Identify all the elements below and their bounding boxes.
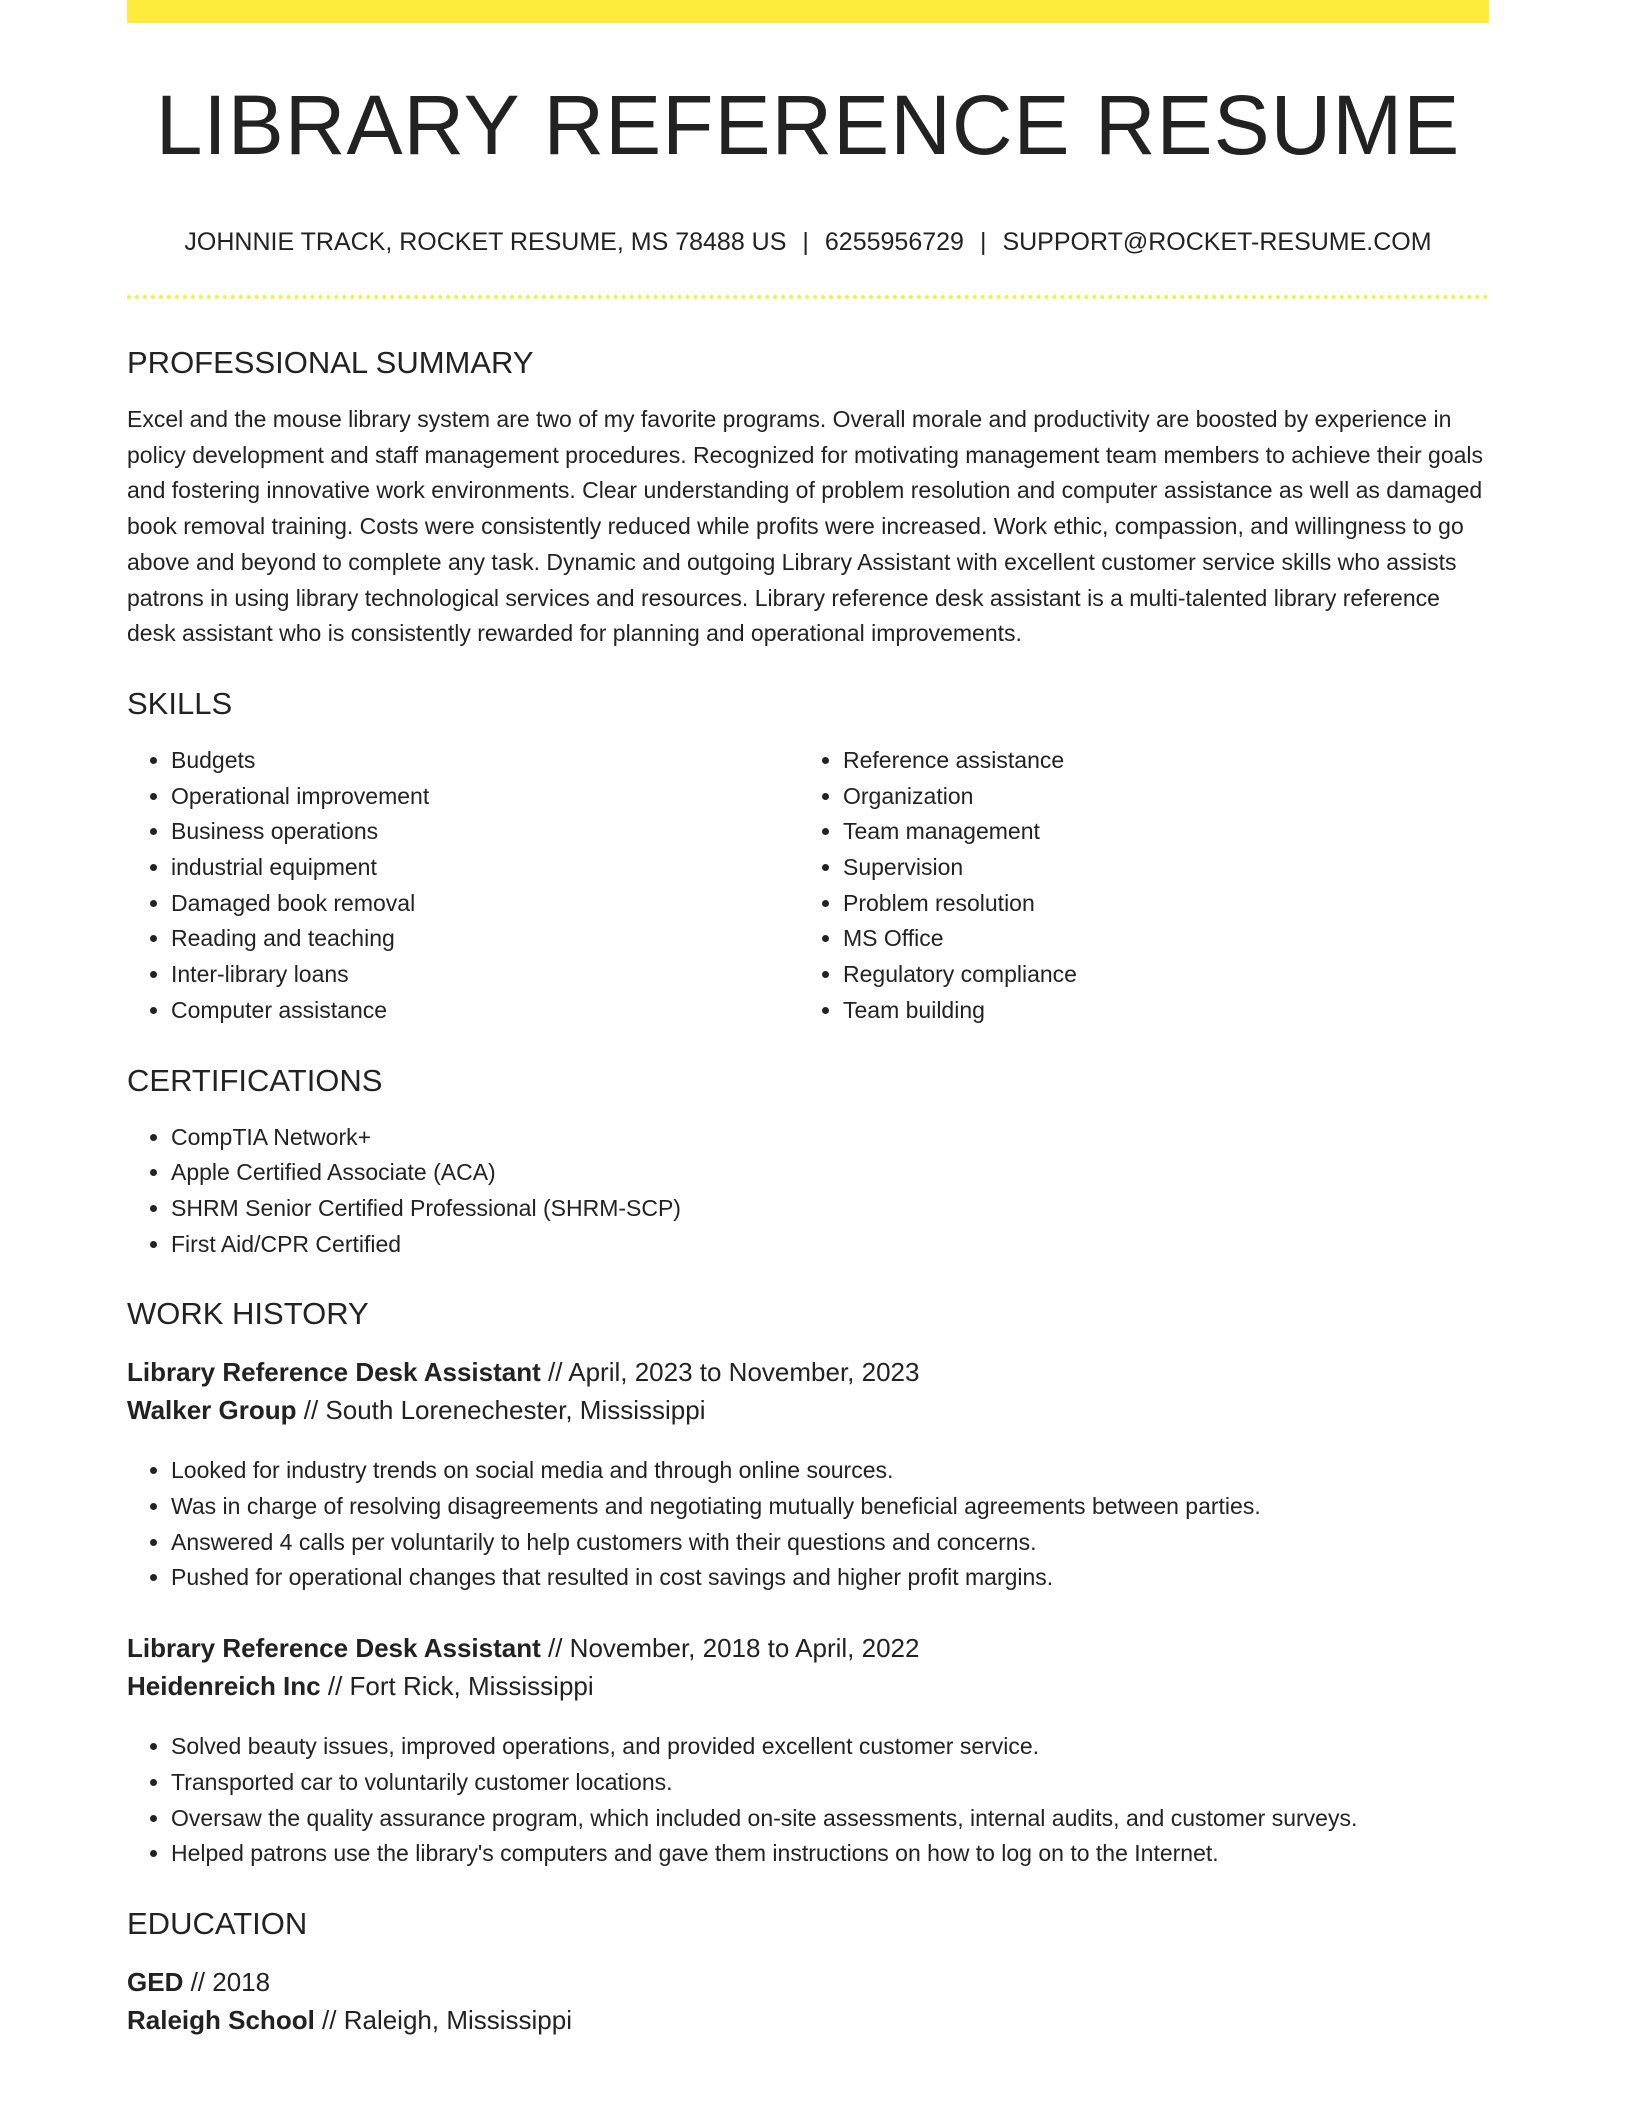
job-duty-item: • Answered 4 calls per voluntarily to help customers with their questions and concerns. xyxy=(171,1525,1489,1561)
job-entry xyxy=(127,1353,1489,1596)
skill-item: • Regulatory compliance xyxy=(843,957,1471,993)
skills-column-left xyxy=(127,743,799,1029)
contact-separator: | xyxy=(802,228,809,256)
contact-separator: | xyxy=(979,228,987,256)
job-title-line xyxy=(127,1353,1489,1391)
skill-item: • Problem resolution xyxy=(843,886,1471,922)
contact-line xyxy=(127,230,1489,255)
resume-title: LIBRARY REFERENCE RESUME xyxy=(155,78,1461,172)
contact-address: JOHNNIE TRACK, ROCKET RESUME, MS 78488 US xyxy=(184,228,787,256)
job-company: Heidenreich Inc xyxy=(127,1671,321,1702)
job-dates: // April, 2023 to November, 2023 xyxy=(540,1357,920,1388)
certification-item: • Apple Certified Associate (ACA) xyxy=(171,1155,1489,1191)
skill-item: • Operational improvement xyxy=(171,779,799,815)
education-entry xyxy=(127,1963,1489,2039)
education-heading: EDUCATION xyxy=(127,1905,308,1941)
job-duty-item: • Looked for industry trends on social media and through online sources. xyxy=(171,1453,1489,1489)
job-duty-item: • Transported car to voluntarily customer locations. xyxy=(171,1765,1489,1801)
skill-item: • Computer assistance xyxy=(171,993,799,1029)
education-school-line xyxy=(127,2001,1489,2039)
skill-item: • Supervision xyxy=(843,850,1471,886)
skills-heading: SKILLS xyxy=(127,685,233,721)
certifications-heading: CERTIFICATIONS xyxy=(127,1062,383,1098)
job-company: Walker Group xyxy=(127,1395,297,1426)
job-title: Library Reference Desk Assistant xyxy=(127,1633,541,1664)
job-duty-item: • Solved beauty issues, improved operations, and provided excellent customer service. xyxy=(171,1729,1489,1765)
job-duty-item: • Helped patrons use the library's computers and gave them instructions on how to log on to the Internet. xyxy=(171,1836,1489,1872)
skill-item: • Reading and teaching xyxy=(171,921,799,957)
education-degree-line xyxy=(127,1963,1489,2001)
skill-item: • Inter-library loans xyxy=(171,957,799,993)
education-year: // 2018 xyxy=(183,1966,271,1997)
education-degree: GED xyxy=(127,1966,184,1997)
job-title-line xyxy=(127,1629,1489,1667)
job-location: // South Lorenechester, Mississippi xyxy=(296,1395,706,1426)
contact-phone: 6255956729 xyxy=(824,228,964,256)
certification-item: • SHRM Senior Certified Professional (SHRM-SCP) xyxy=(171,1191,1489,1227)
top-accent-bar xyxy=(127,0,1489,23)
summary-text: Excel and the mouse library system are two of my favorite programs. Overall morale and productivity are boosted by experience in policy development and staff management procedures. Recognized for motivating management team members to achieve their goals and fostering innovative work environments. Clear understanding of problem resolution and computer assistance as well as damaged book removal training. Costs were consistently reduced while profits were increased. Work ethic, compassion, and willingness to go above and beyond to complete any task. Dynamic and outgoing Library Assistant with excellent customer service skills who assists patrons in using library technological services and resources. Library reference desk assistant is a multi-talented library reference desk assistant who is consistently rewarded for planning and operational improvements. xyxy=(127,406,1484,647)
skill-item: • Reference assistance xyxy=(843,743,1471,779)
job-duty-item: • Was in charge of resolving disagreements and negotiating mutually beneficial agreements between parties. xyxy=(171,1489,1489,1525)
certification-item: • CompTIA Network+ xyxy=(171,1120,1489,1156)
education-school: Raleigh School xyxy=(127,2004,315,2035)
header-divider xyxy=(127,295,1489,299)
education-location: // Raleigh, Mississippi xyxy=(314,2004,573,2035)
contact-email: SUPPORT@ROCKET-RESUME.COM xyxy=(1002,228,1432,256)
job-title: Library Reference Desk Assistant xyxy=(127,1357,541,1388)
resume-page xyxy=(127,0,1489,2039)
job-duties-list xyxy=(127,1453,1489,1596)
skill-item: • Business operations xyxy=(171,814,799,850)
skill-item: • Budgets xyxy=(171,743,799,779)
job-duty-item: • Oversaw the quality assurance program, which included on-site assessments, internal audits, and customer surveys. xyxy=(171,1801,1489,1837)
job-company-line xyxy=(127,1667,1489,1705)
summary-heading: PROFESSIONAL SUMMARY xyxy=(127,345,534,380)
job-dates: // November, 2018 to April, 2022 xyxy=(540,1633,920,1664)
job-entry xyxy=(127,1629,1489,1872)
job-duty-item: • Pushed for operational changes that resulted in cost savings and higher profit margins. xyxy=(171,1560,1489,1596)
certifications-list xyxy=(127,1120,1489,1263)
skill-item: • MS Office xyxy=(843,921,1471,957)
skill-item: • Team management xyxy=(843,814,1471,850)
work-history-heading: WORK HISTORY xyxy=(127,1296,369,1332)
skills-column-right xyxy=(799,743,1471,1029)
job-location: // Fort Rick, Mississippi xyxy=(320,1671,594,1702)
skill-item: • Team building xyxy=(843,993,1471,1029)
skill-item: • Organization xyxy=(843,779,1471,815)
skills-list xyxy=(127,743,1489,1029)
job-duties-list xyxy=(127,1729,1489,1872)
skill-item: • Damaged book removal xyxy=(171,886,799,922)
certification-item: • First Aid/CPR Certified xyxy=(171,1227,1489,1263)
skill-item: • industrial equipment xyxy=(171,850,799,886)
job-company-line xyxy=(127,1391,1489,1429)
